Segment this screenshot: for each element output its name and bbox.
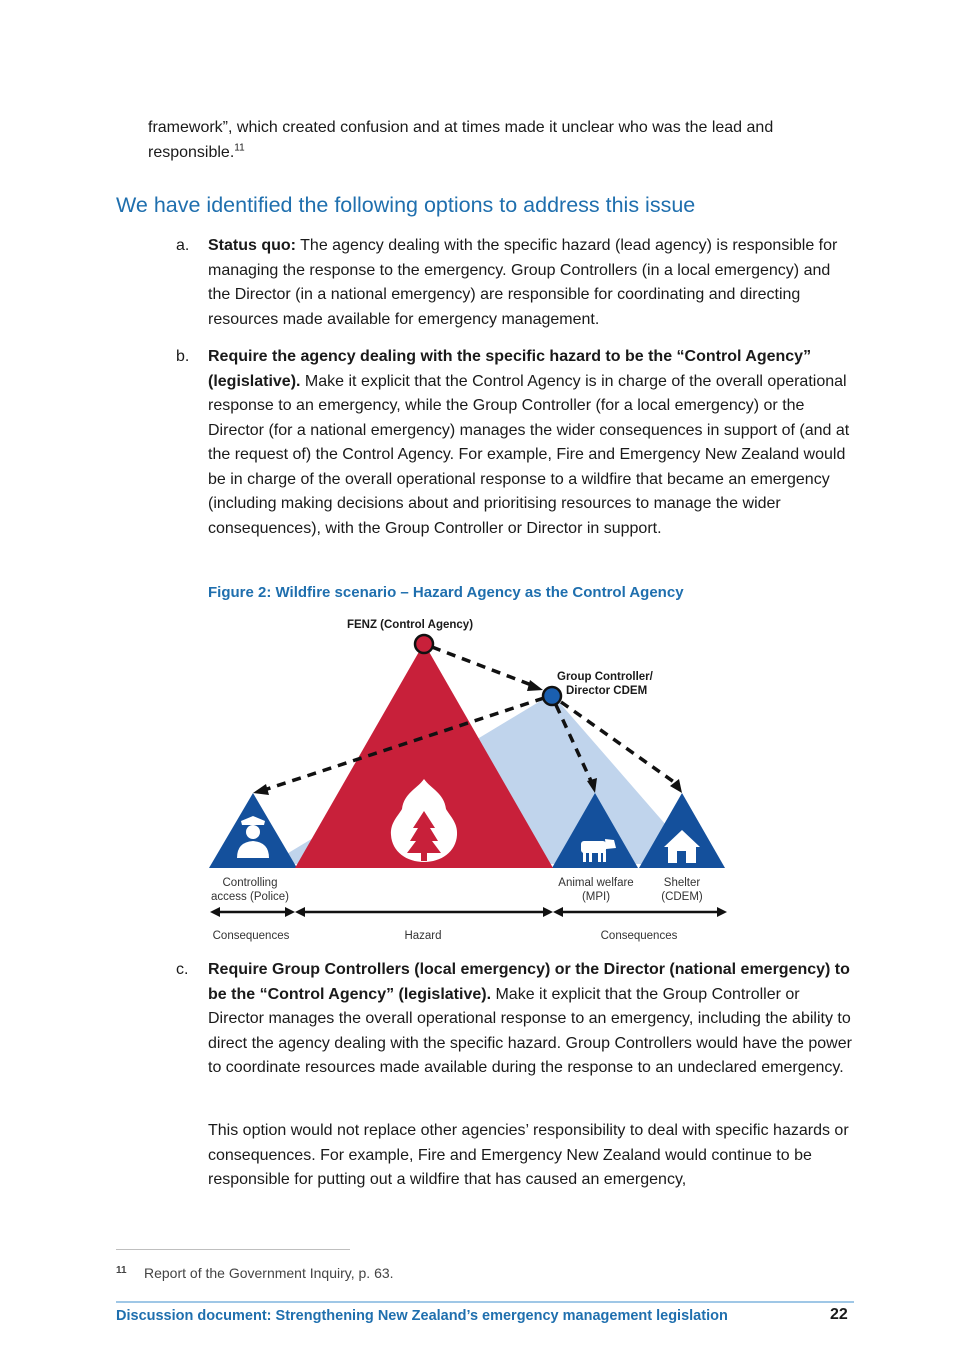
control-agency-label: FENZ (Control Agency)	[346, 619, 474, 631]
option-body: The agency dealing with the specific hazard (lead agency) is responsible for managing the response to the emergency. Group Controllers (in a local emergency) and the Director (in a national emergency) are responsible for coordinating and directing resources made available for emergency management.	[208, 237, 838, 328]
police-label: Controlling	[222, 877, 278, 889]
section-heading: We have identified the following options to address this issue	[116, 193, 696, 217]
option-text	[208, 958, 856, 1081]
mpi-label: Animal welfare	[558, 877, 634, 889]
cdem-label: Shelter	[663, 877, 701, 889]
option-label: a.	[176, 237, 190, 254]
police-label: access (Police)	[211, 891, 289, 903]
wildfire-control-agency-diagram	[200, 612, 740, 952]
option-label: c.	[176, 961, 189, 978]
hazard-label: Hazard	[404, 930, 442, 942]
figure-caption: Figure 2: Wildfire scenario – Hazard Agency as the Control Agency	[208, 584, 684, 601]
footer-document-title: Discussion document: Strengthening New Zealand’s emergency management legislation	[116, 1308, 728, 1324]
fenz-control-agency-node	[415, 635, 433, 653]
option-body: Make it explicit that the Group Controller or Director manages the overall operational response to an emergency, including the ability to direct the agency dealing with the specific hazard. Group Controllers would have the power to coordinate resources made available during the response to an undeclared emergency.	[208, 985, 852, 1076]
option-label: b.	[176, 348, 190, 365]
page-number: 22	[830, 1306, 848, 1323]
option-title: Status quo:	[208, 237, 296, 254]
mpi-label: (MPI)	[581, 891, 611, 903]
option-text	[208, 234, 856, 332]
footer-divider	[116, 1301, 854, 1303]
option-body: Make it explicit that the Control Agency is in charge of the overall operational response to an emergency, while the Group Controller (for a local emergency) or the Director (for a national emergency) manages the wider consequences in support of (and at the request of) the Control Agency. For example, Fire and Emergency New Zealand would be in charge of the overall operational response to a wildfire that became an emergency (including making decisions about and prioritising resources to manage the wider consequences), with the Group Controller or Director in support.	[208, 372, 850, 537]
arrowhead	[253, 784, 269, 795]
footnote-divider	[116, 1249, 350, 1250]
footnote-number: 11	[116, 1265, 127, 1276]
cdem-label: (CDEM)	[661, 891, 703, 903]
consequences-right-label: Consequences	[600, 930, 678, 942]
option-title: Require the agency dealing with the specific hazard to be the “Control Agency” (legislative).	[208, 348, 812, 390]
director-cdem-label: Director CDEM	[566, 685, 648, 697]
group-controller-label: Group Controller/	[557, 671, 653, 683]
option-title: Require Group Controllers (local emergency) or the Director (national emergency) to be the “Control Agency” (legislative).	[208, 961, 850, 1003]
footnote-text: Report of the Government Inquiry, p. 63.	[144, 1265, 394, 1281]
consequences-left-label: Consequences	[212, 930, 290, 942]
intro-paragraph: framework”, which created confusion and at times made it unclear who was the lead and responsible.$^{11}$	[148, 119, 774, 161]
fenz-to-group-controller-arrow	[432, 647, 534, 686]
option-text	[208, 345, 856, 541]
footnote-reference[interactable]: 11	[234, 142, 245, 154]
arrowhead	[527, 680, 543, 691]
option-c-paragraph-2: This option would not replace other agencies’ responsibility to deal with specific hazards or consequences. For example, Fire and Emergency New Zealand would continue to be responsible for putting out a wildfire that has caused an emergency,	[208, 1122, 849, 1188]
group-controller-node	[543, 687, 561, 705]
